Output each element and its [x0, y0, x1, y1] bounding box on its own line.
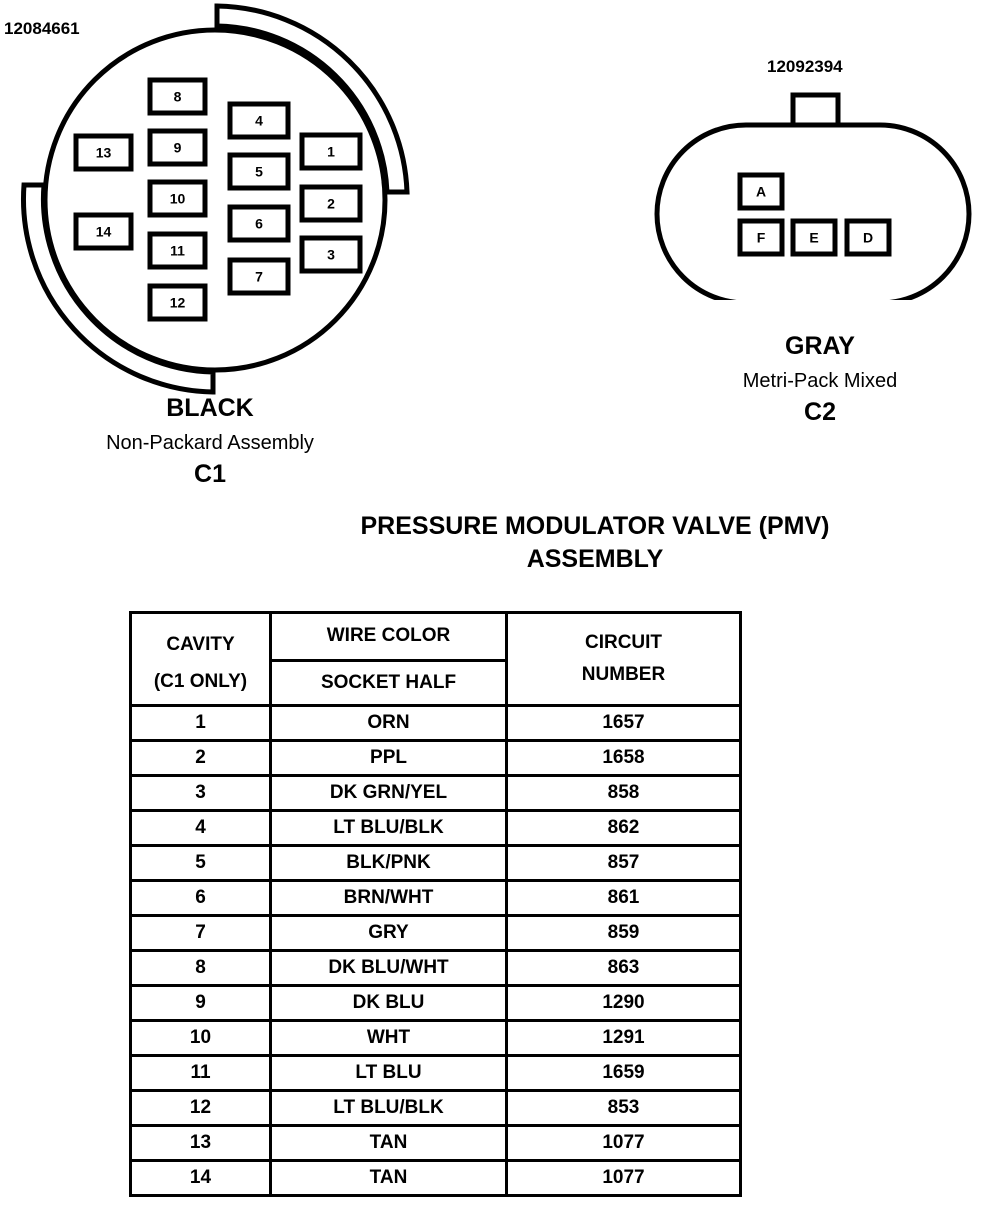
- cavity-note-header: (C1 ONLY): [131, 660, 271, 705]
- table-row: [131, 1090, 741, 1125]
- c1-cavity-label-8: 8: [173, 88, 182, 105]
- c2-connector-diagram: [630, 40, 990, 300]
- circuit-number-cell: 858: [507, 775, 741, 810]
- table-row: [131, 740, 741, 775]
- cavity-cell: 13: [131, 1125, 271, 1160]
- c1-cavity-label-2: 2: [327, 195, 335, 212]
- cavity-cell: 1: [131, 705, 271, 740]
- table-row: [131, 950, 741, 985]
- cavity-cell: 11: [131, 1055, 271, 1090]
- wire-color-cell: TAN: [271, 1125, 507, 1160]
- wire-color-header: WIRE COLOR: [271, 613, 507, 661]
- table-row: [131, 880, 741, 915]
- c2-type-label: Metri-Pack Mixed: [742, 370, 898, 392]
- socket-half-header: SOCKET HALF: [271, 660, 507, 705]
- table-row: [131, 705, 741, 740]
- cavity-cell: 12: [131, 1090, 271, 1125]
- circuit-number-cell: 1077: [507, 1125, 741, 1160]
- pinout-table: [129, 611, 742, 1197]
- wire-color-cell: DK GRN/YEL: [271, 775, 507, 810]
- circuit-number-cell: 1659: [507, 1055, 741, 1090]
- c1-cavity-label-11: 11: [170, 242, 185, 259]
- table-row: [131, 1125, 741, 1160]
- c1-cavity-label-3: 3: [327, 246, 335, 263]
- circuit-number-cell: 859: [507, 915, 741, 950]
- circuit-header-line2: NUMBER: [581, 663, 666, 685]
- c1-cavity-label-4: 4: [255, 112, 263, 129]
- c1-id-label: C1: [194, 460, 226, 488]
- cavity-cell: 14: [131, 1160, 271, 1195]
- wire-color-cell: BLK/PNK: [271, 845, 507, 880]
- wire-color-cell: LT BLU: [271, 1055, 507, 1090]
- circuit-header-line1: CIRCUIT: [584, 631, 663, 653]
- c2-cavity-label-D: D: [862, 229, 874, 246]
- circuit-number-cell: 853: [507, 1090, 741, 1125]
- circuit-number-cell: 1657: [507, 705, 741, 740]
- cavity-cell: 6: [131, 880, 271, 915]
- circuit-number-cell: 1658: [507, 740, 741, 775]
- c1-part-number: 12084661: [4, 19, 80, 38]
- cavity-cell: 3: [131, 775, 271, 810]
- c1-cavity-label-9: 9: [173, 139, 182, 156]
- wire-color-cell: GRY: [271, 915, 507, 950]
- circuit-number-cell: 863: [507, 950, 741, 985]
- circuit-number-cell: 1291: [507, 1020, 741, 1055]
- c2-cavity-label-A: A: [755, 183, 767, 200]
- table-row: [131, 1160, 741, 1195]
- wire-color-cell: WHT: [271, 1020, 507, 1055]
- c1-cavity-label-12: 12: [169, 294, 186, 311]
- table-row: [131, 1055, 741, 1090]
- wire-color-cell: LT BLU/BLK: [271, 1090, 507, 1125]
- cavity-header: CAVITY: [131, 613, 271, 661]
- cavity-cell: 4: [131, 810, 271, 845]
- wire-color-cell: ORN: [271, 705, 507, 740]
- circuit-number-cell: 861: [507, 880, 741, 915]
- cavity-cell: 9: [131, 985, 271, 1020]
- cavity-cell: 8: [131, 950, 271, 985]
- table-row: [131, 810, 741, 845]
- wire-color-cell: BRN/WHT: [271, 880, 507, 915]
- c1-color-label: BLACK: [166, 394, 254, 422]
- c1-cavity-label-5: 5: [255, 163, 263, 180]
- table-row: [131, 845, 741, 880]
- wire-color-cell: LT BLU/BLK: [271, 810, 507, 845]
- table-header-row-1: [131, 613, 741, 661]
- c2-cavity-label-F: F: [756, 229, 766, 246]
- cavity-cell: 7: [131, 915, 271, 950]
- cavity-cell: 10: [131, 1020, 271, 1055]
- wire-color-cell: TAN: [271, 1160, 507, 1195]
- circuit-number-cell: 862: [507, 810, 741, 845]
- c2-cavity-label-E: E: [809, 229, 819, 246]
- c1-cavity-label-13: 13: [95, 144, 112, 161]
- diagram-title: PRESSURE MODULATOR VALVE (PMV): [360, 512, 830, 540]
- c2-color-label: GRAY: [785, 332, 855, 360]
- c1-type-label: Non-Packard Assembly: [106, 432, 314, 454]
- wire-color-cell: DK BLU: [271, 985, 507, 1020]
- circuit-number-header: [507, 613, 741, 706]
- circuit-number-cell: 1077: [507, 1160, 741, 1195]
- wire-color-cell: PPL: [271, 740, 507, 775]
- table-row: [131, 775, 741, 810]
- table-row: [131, 915, 741, 950]
- circuit-number-cell: 857: [507, 845, 741, 880]
- c1-connector-diagram: [0, 0, 420, 400]
- cavity-cell: 2: [131, 740, 271, 775]
- c1-cavity-label-7: 7: [255, 268, 263, 285]
- c1-cavity-label-1: 1: [327, 143, 335, 160]
- c1-cavity-label-14: 14: [95, 223, 112, 240]
- c1-cavity-label-6: 6: [255, 215, 263, 232]
- diagram-subtitle: ASSEMBLY: [526, 545, 664, 573]
- cavity-cell: 5: [131, 845, 271, 880]
- c2-id-label: C2: [804, 398, 836, 426]
- table-row: [131, 985, 741, 1020]
- c2-part-number: 12092394: [767, 57, 843, 76]
- table-row: [131, 1020, 741, 1055]
- wire-color-cell: DK BLU/WHT: [271, 950, 507, 985]
- circuit-number-cell: 1290: [507, 985, 741, 1020]
- c1-cavity-label-10: 10: [169, 190, 186, 207]
